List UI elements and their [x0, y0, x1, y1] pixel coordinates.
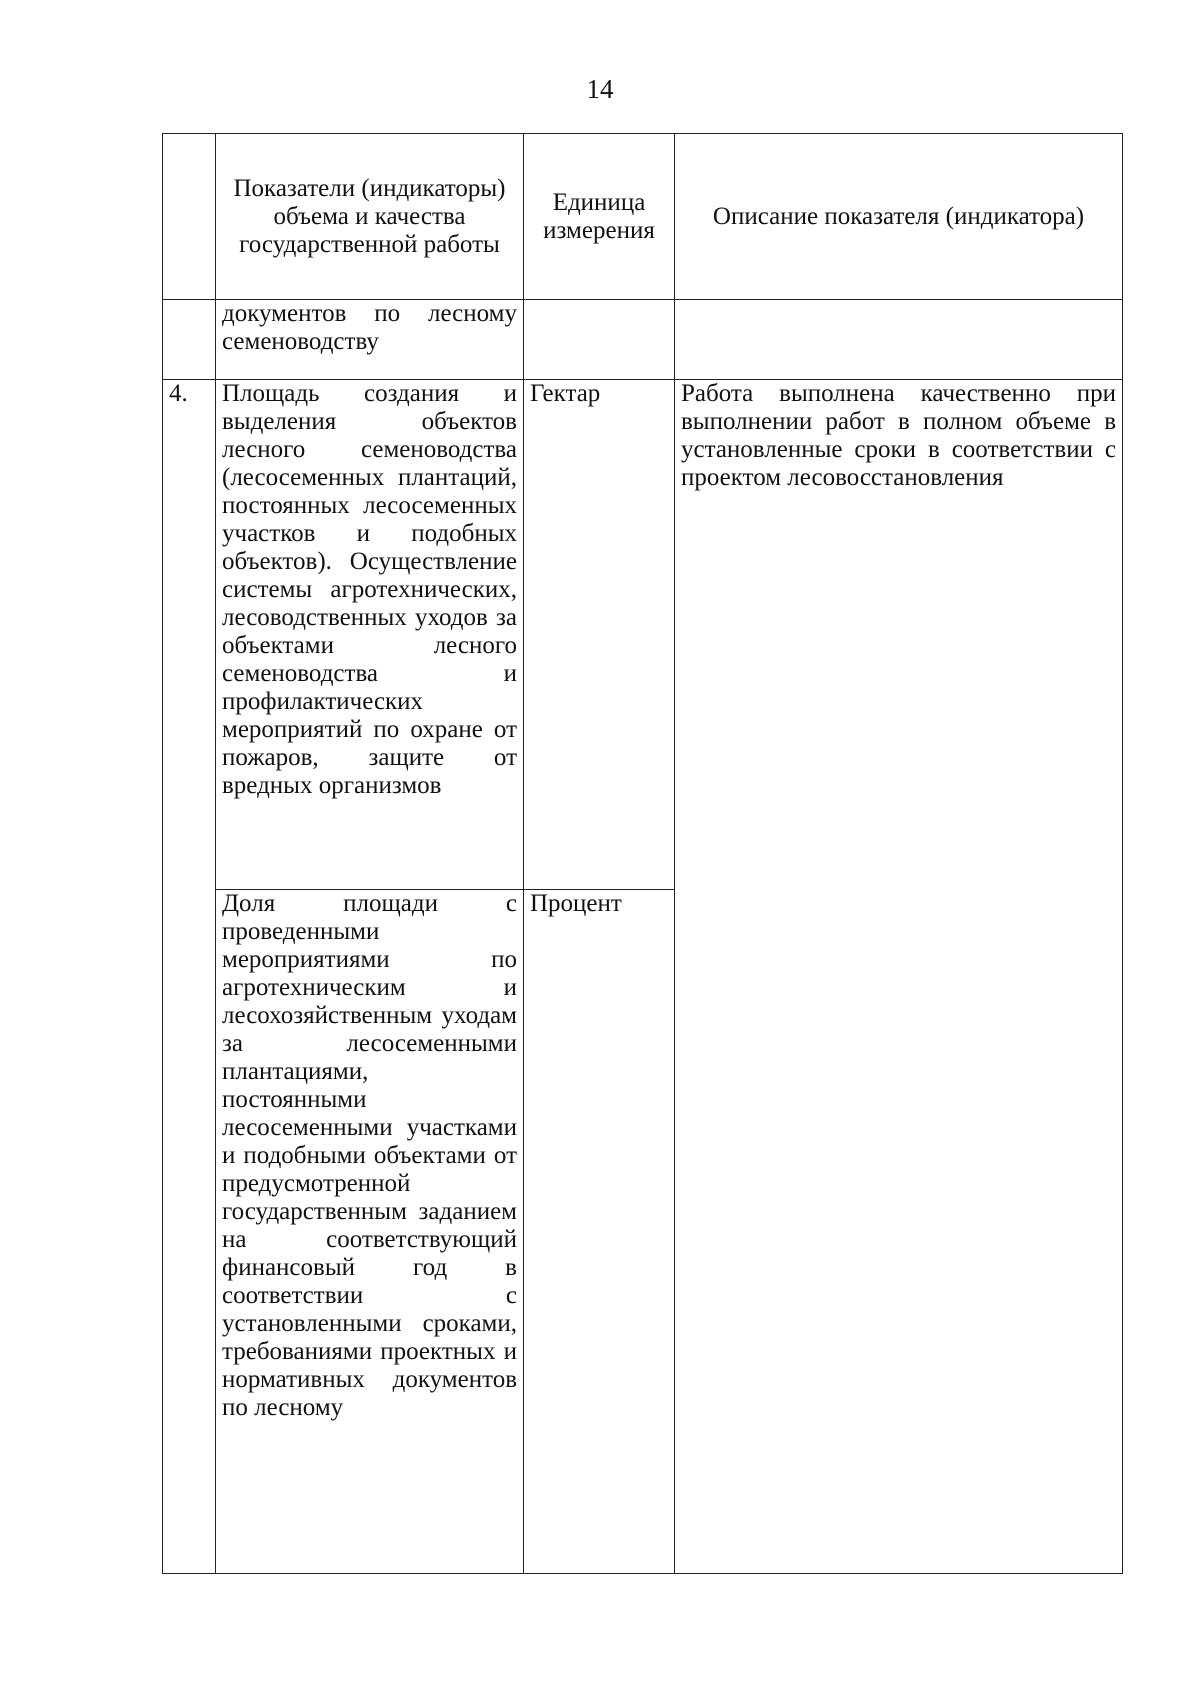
indicator-share: Доля площади с проведенными мероприятиями по агротехническим и лесохозяйственным уходам за лесосеменными плантациями, постоянными лесосеменными участками и подобными объектами от предусмотренной государственным заданием на соответствующий финансовый год в соответствии с установленными сроками, требованиями проектных и нормативных документов по лесному	[216, 890, 524, 1574]
header-description: Описание показателя (индикатора)	[675, 134, 1123, 300]
header-num	[163, 134, 216, 300]
unit-percent: Процент	[524, 890, 675, 1574]
page-number: 14	[586, 74, 614, 104]
table-header-row	[163, 134, 1123, 300]
cont-desc-cell	[675, 300, 1123, 380]
cont-num-cell	[163, 300, 216, 380]
header-unit: Единица измерения	[524, 134, 675, 300]
table-row	[163, 380, 1123, 890]
continuation-text: документов по лесному семеноводству	[216, 300, 524, 380]
indicator-area: Площадь создания и выделения объектов лесного семеноводства (лесосеменных плантаций, постоянных лесосеменных участков и подобных объектов). Осуществление системы агротехнических, лесоводственных уходов за объектами лесного семеноводства и профилактических мероприятий по охране от пожаров, защите от вредных организмов	[216, 380, 524, 890]
indicators-table	[162, 133, 1123, 1574]
row-number: 4.	[163, 380, 216, 1574]
cont-unit-cell	[524, 300, 675, 380]
table-row	[163, 300, 1123, 380]
header-indicator: Показатели (индикаторы) объема и качества государственной работы	[216, 134, 524, 300]
unit-hectare: Гектар	[524, 380, 675, 890]
indicator-description: Работа выполнена качественно при выполнении работ в полном объеме в установленные сроки в соответствии с проектом лесовосстановления	[675, 380, 1123, 1574]
